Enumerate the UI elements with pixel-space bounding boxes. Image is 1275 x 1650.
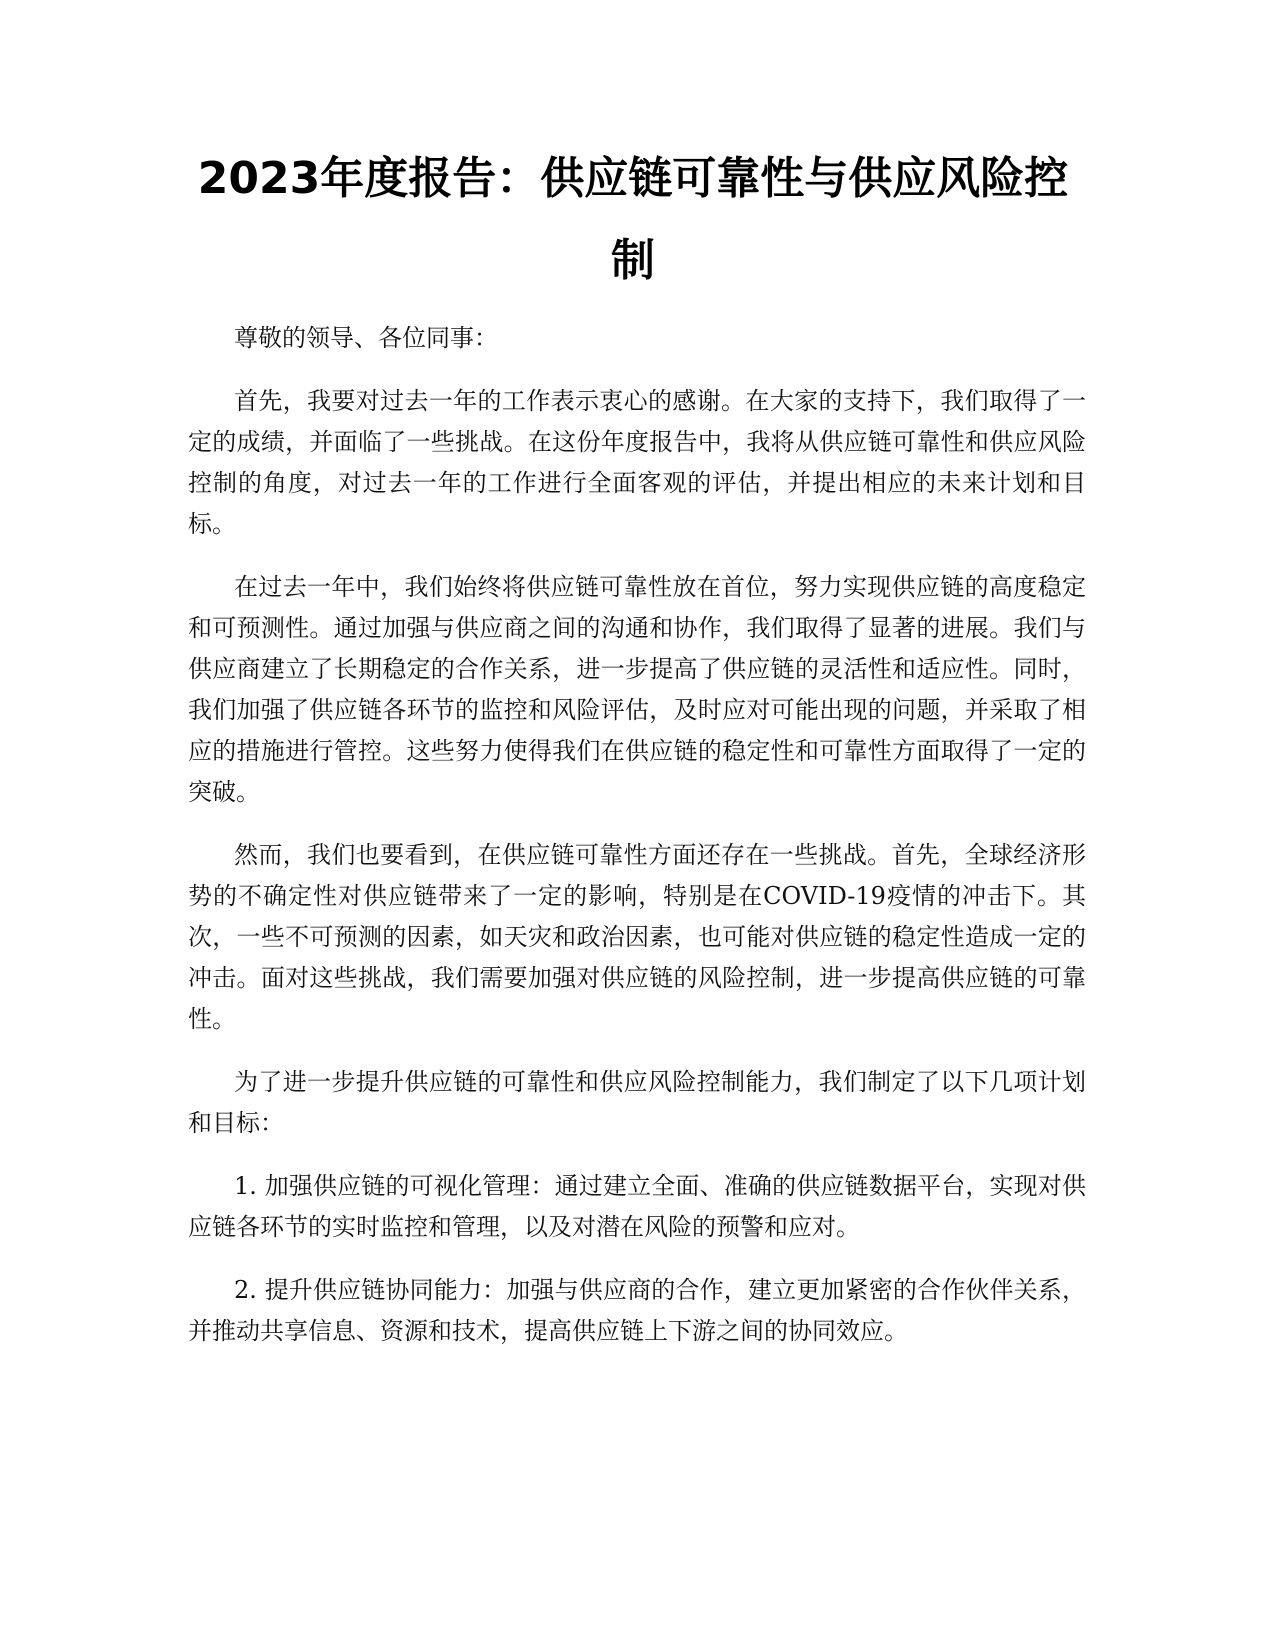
document-body bbox=[188, 318, 1086, 1374]
paragraph-challenges: 然而，我们也要看到，在供应链可靠性方面还存在一些挑战。首先，全球经济形势的不确定性对供应链带来了一定的影响，特别是在COVID-19疫情的冲击下。其次，一些不可预测的因素，如天灾和政治因素，也可能对供应链的稳定性造成一定的冲击。面对这些挑战，我们需要加强对供应链的风险控制，进一步提高供应链的可靠性。 bbox=[188, 841, 1086, 1033]
paragraph-salutation: 尊敬的领导、各位同事： bbox=[234, 324, 498, 352]
paragraph-plans-intro: 为了进一步提升供应链的可靠性和供应风险控制能力，我们制定了以下几项计划和目标： bbox=[188, 1068, 1086, 1137]
paragraph-achievements: 在过去一年中，我们始终将供应链可靠性放在首位，努力实现供应链的高度稳定和可预测性。通过加强与供应商之间的沟通和协作，我们取得了显著的进展。我们与供应商建立了长期稳定的合作关系，进一步提高了供应链的灵活性和适应性。同时，我们加强了供应链各环节的监控和风险评估，及时应对可能出现的问题，并采取了相应的措施进行管控。这些努力使得我们在供应链的稳定性和可靠性方面取得了一定的突破。 bbox=[188, 573, 1086, 806]
paragraph-plan-2: 2. 提升供应链协同能力：加强与供应商的合作，建立更加紧密的合作伙伴关系，并推动共享信息、资源和技术，提高供应链上下游之间的协同效应。 bbox=[188, 1276, 1086, 1345]
document-title: 2023年度报告：供应链可靠性与供应风险控制 bbox=[197, 153, 1069, 286]
paragraph-plan-1: 1. 加强供应链的可视化管理：通过建立全面、准确的供应链数据平台，实现对供应链各环节的实时监控和管理，以及对潜在风险的预警和应对。 bbox=[188, 1172, 1086, 1241]
paragraph-introduction: 首先，我要对过去一年的工作表示衷心的感谢。在大家的支持下，我们取得了一定的成绩，并面临了一些挑战。在这份年度报告中，我将从供应链可靠性和供应风险控制的角度，对过去一年的工作进行全面客观的评估，并提出相应的未来计划和目标。 bbox=[188, 387, 1086, 538]
